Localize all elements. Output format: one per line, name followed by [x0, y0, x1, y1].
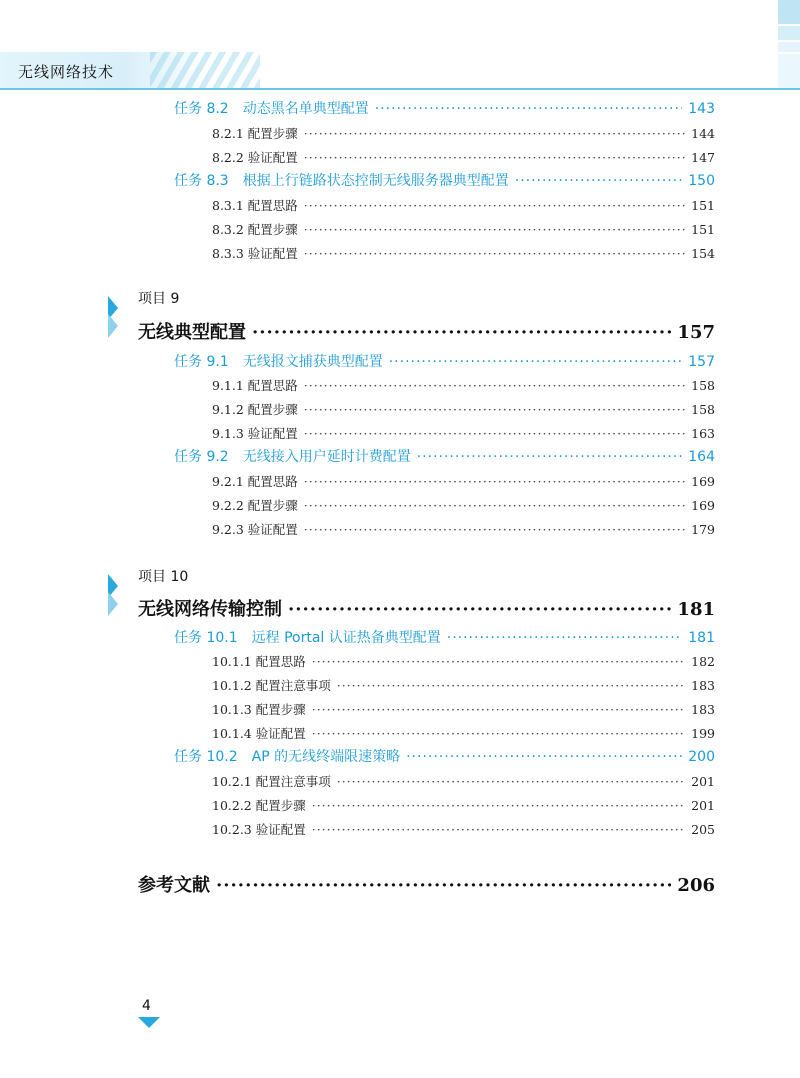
running-header: [0, 52, 800, 88]
toc-sub-10-1-2[interactable]: 10.1.2 配置注意事项 ····· 183: [212, 676, 715, 694]
toc-task-9-1[interactable]: 任务 9.1 无线报文捕获典型配置 ····· 157: [174, 351, 715, 371]
toc-sub-10-1-3[interactable]: 10.1.3 配置步骤 ····· 183: [212, 700, 715, 718]
toc-sub-9-1-3[interactable]: 9.1.3 验证配置 ····· 163: [212, 424, 715, 442]
toc-sub-10-1-4[interactable]: 10.1.4 验证配置 ····· 199: [212, 724, 715, 742]
edge-tab-decoration: [778, 0, 800, 88]
toc-sub-8-3-2[interactable]: 8.3.2 配置步骤 ····· 151: [212, 220, 715, 238]
chevron-right-icon: [108, 592, 118, 616]
toc-sub-8-2-1[interactable]: 8.2.1 配置步骤 ····· 144: [212, 124, 715, 142]
toc-sub-10-1-1[interactable]: 10.1.1 配置思路 ····· 182: [212, 652, 715, 670]
project-9-label: 项目 9: [138, 291, 180, 307]
toc-sub-9-1-2[interactable]: 9.1.2 配置步骤 ····· 158: [212, 400, 715, 418]
toc-sub-8-3-3[interactable]: 8.3.3 验证配置 ····· 154: [212, 244, 715, 262]
toc-references[interactable]: 参考文献 ····· 206: [138, 871, 715, 897]
toc-chapter-9[interactable]: 无线典型配置 ····· 157: [138, 318, 715, 344]
toc-sub-10-2-2[interactable]: 10.2.2 配置步骤 ····· 201: [212, 796, 715, 814]
chevron-right-icon: [108, 314, 118, 338]
toc-sub-10-2-1[interactable]: 10.2.1 配置注意事项 ····· 201: [212, 772, 715, 790]
toc-task-9-2[interactable]: 任务 9.2 无线接入用户延时计费配置 ····· 164: [174, 446, 715, 466]
toc-sub-9-2-2[interactable]: 9.2.2 配置步骤 ····· 169: [212, 496, 715, 514]
book-title: 无线网络技术: [18, 63, 115, 81]
toc-task-8-2[interactable]: 任务 8.2 动态黑名单典型配置 ····· 143: [174, 98, 715, 118]
toc-chapter-10[interactable]: 无线网络传输控制 ····· 181: [138, 595, 715, 621]
header-stripes: [150, 52, 260, 88]
header-rule: [0, 88, 800, 90]
triangle-down-icon: [138, 1017, 160, 1028]
toc-sub-8-3-1[interactable]: 8.3.1 配置思路 ····· 151: [212, 196, 715, 214]
toc-sub-9-2-1[interactable]: 9.2.1 配置思路 ····· 169: [212, 472, 715, 490]
project-10-label: 项目 10: [138, 569, 189, 585]
page-number: 4: [142, 998, 151, 1014]
toc-task-10-1[interactable]: 任务 10.1 远程 Portal 认证热备典型配置 ····· 181: [174, 627, 715, 647]
toc-task-10-2[interactable]: 任务 10.2 AP 的无线终端限速策略 ····· 200: [174, 746, 715, 766]
toc-sub-9-2-3[interactable]: 9.2.3 验证配置 ····· 179: [212, 520, 715, 538]
toc-task-8-3[interactable]: 任务 8.3 根据上行链路状态控制无线服务器典型配置 ····· 150: [174, 170, 715, 190]
toc-sub-9-1-1[interactable]: 9.1.1 配置思路 ····· 158: [212, 376, 715, 394]
toc-sub-10-2-3[interactable]: 10.2.3 验证配置 ····· 205: [212, 820, 715, 838]
toc-sub-8-2-2[interactable]: 8.2.2 验证配置 ····· 147: [212, 148, 715, 166]
